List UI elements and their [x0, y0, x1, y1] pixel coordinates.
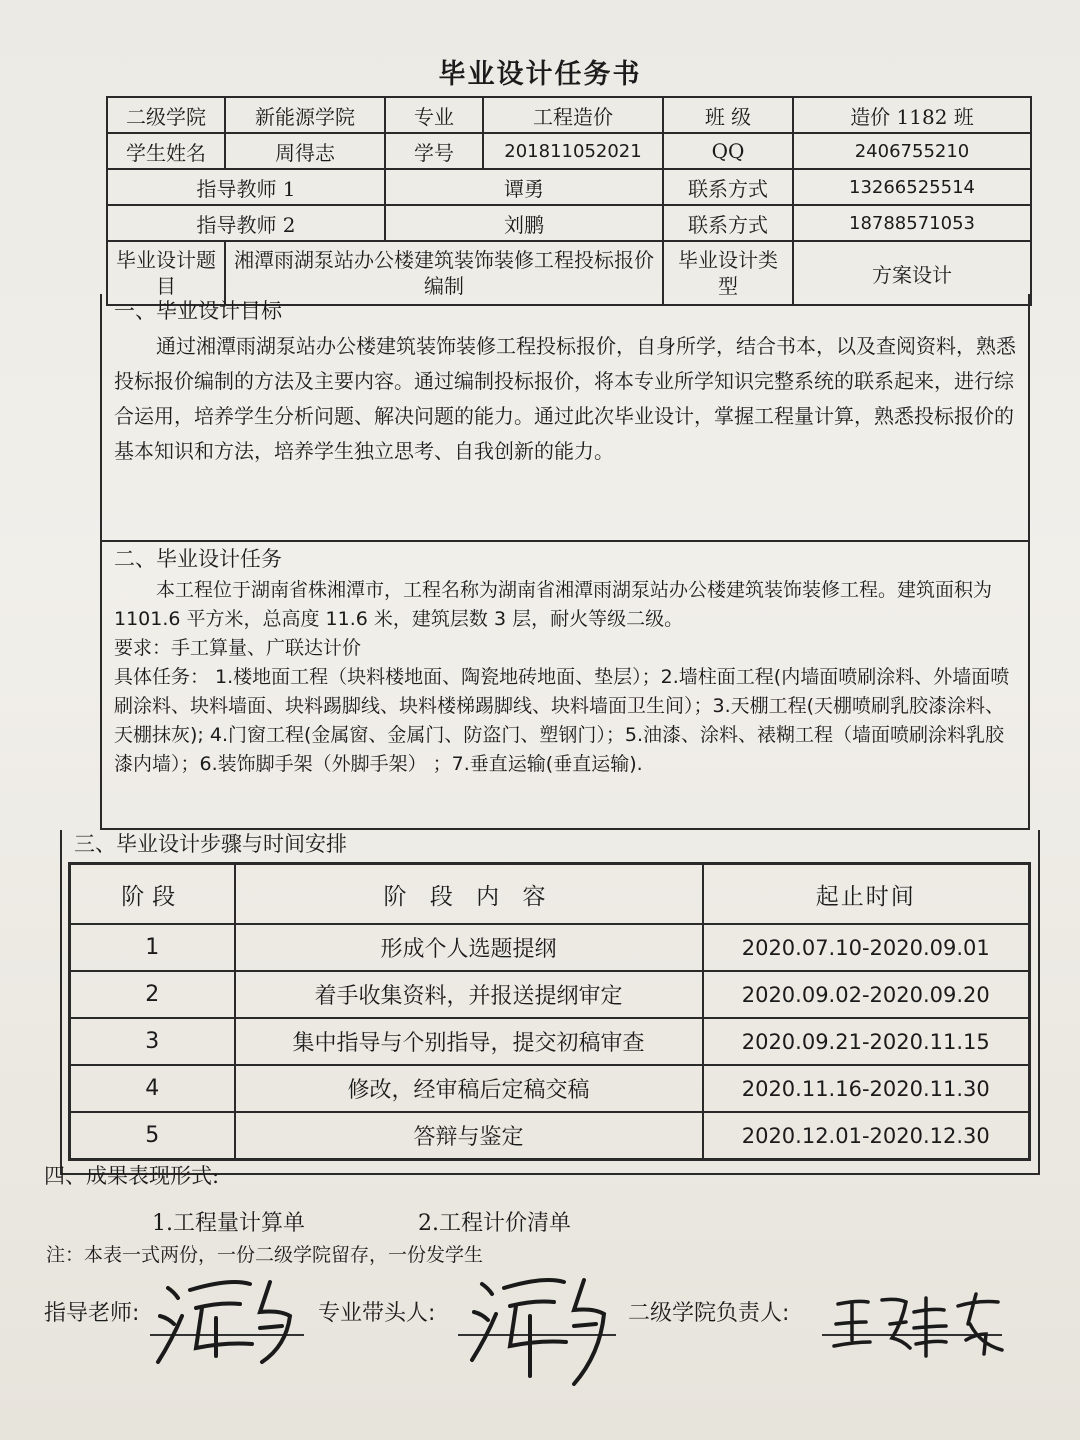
schedule-stage: 1	[70, 924, 235, 971]
schedule-stage: 3	[70, 1018, 235, 1065]
major-label: 专业	[385, 97, 483, 133]
contact1-label: 联系方式	[663, 169, 793, 205]
table-row	[70, 1112, 1030, 1160]
section-tasks-intro: 本工程位于湖南省株湘潭市，工程名称为湖南省湘潭雨湖泵站办公楼建筑装饰装修工程。建筑面积为 1101.6 平方米，总高度 11.6 米，建筑层数 3 层，耐火等级二级。	[114, 579, 993, 630]
schedule-time: 2020.11.16-2020.11.30	[703, 1065, 1030, 1112]
section-goals-heading: 一、毕业设计目标	[114, 299, 282, 323]
schedule-time: 2020.07.10-2020.09.01	[703, 924, 1030, 971]
advisor-signature-label: 指导老师:	[44, 1301, 140, 1326]
teacher1-value: 谭勇	[385, 169, 663, 205]
schedule-header-stage: 阶段	[70, 864, 235, 925]
section-tasks	[100, 542, 1030, 830]
schedule-stage: 2	[70, 971, 235, 1018]
output-item-1: 1.工程量计算单	[152, 1211, 305, 1236]
schedule-content: 修改，经审稿后定稿交稿	[235, 1065, 703, 1112]
table-row	[70, 1065, 1030, 1112]
dean-signature-icon	[830, 1284, 1010, 1364]
contact1-value: 13266525514	[793, 169, 1031, 205]
advisor-signature-icon	[150, 1268, 300, 1378]
class-value: 造价 1182 班	[793, 97, 1031, 133]
section-schedule-heading: 三、毕业设计步骤与时间安排	[74, 832, 347, 856]
qq-value: 2406755210	[793, 133, 1031, 169]
document-title: 毕业设计任务书	[438, 59, 642, 90]
section-tasks-requirement: 要求：手工算量、广联达计价	[114, 637, 362, 659]
major-value: 工程造价	[483, 97, 663, 133]
section-tasks-details: 具体任务： 1.楼地面工程（块料楼地面、陶瓷地砖地面、垫层）；2.墙柱面工程(内墙面喷刷涂料、外墙面喷刷涂料、块料墙面、块料踢脚线、块料楼梯踢脚线、块料墙面卫生间）；3.天棚工程(天棚喷刷乳胶漆涂料、天棚抹灰); 4.门窗工程(金属窗、金属门、防盗门、塑钢门）；5.油漆、涂料、裱糊工程（墙面喷刷涂料乳胶漆内墙）；6.装饰脚手架（外脚手架） ；7.垂直运输(垂直运输).	[114, 666, 1010, 775]
teacher1-label: 指导教师 1	[107, 169, 385, 205]
schedule-header-time: 起止时间	[703, 864, 1030, 925]
dean-signature-label: 二级学院负责人:	[628, 1301, 790, 1326]
topic-value: 湘潭雨湖泵站办公楼建筑装饰装修工程投标报价编制	[225, 241, 663, 305]
schedule-content: 集中指导与个别指导，提交初稿审查	[235, 1018, 703, 1065]
id-label: 学号	[385, 133, 483, 169]
schedule-time: 2020.12.01-2020.12.30	[703, 1112, 1030, 1160]
type-label: 毕业设计类型	[663, 241, 793, 305]
student-label: 学生姓名	[107, 133, 225, 169]
schedule-table	[68, 862, 1031, 1161]
schedule-stage: 4	[70, 1065, 235, 1112]
info-table	[106, 96, 1032, 306]
section-tasks-heading: 二、毕业设计任务	[114, 547, 282, 571]
schedule-header-content: 阶 段 内 容	[235, 864, 703, 925]
contact2-value: 18788571053	[793, 205, 1031, 241]
schedule-content: 答辩与鉴定	[235, 1112, 703, 1160]
document-note: 注：本表一式两份，一份二级学院留存，一份发学生	[46, 1244, 484, 1266]
college-label: 二级学院	[107, 97, 225, 133]
college-value: 新能源学院	[225, 97, 385, 133]
schedule-time: 2020.09.21-2020.11.15	[703, 1018, 1030, 1065]
section-goals	[100, 294, 1030, 542]
leader-signature-label: 专业带头人:	[318, 1301, 436, 1326]
section-goals-text: 通过湘潭雨湖泵站办公楼建筑装饰装修工程投标报价，自身所学，结合书本，以及查阅资料，熟悉投标报价编制的方法及主要内容。通过编制投标报价，将本专业所学知识完整系统的联系起来，进行综合运用，培养学生分析问题、解决问题的能力。通过此次毕业设计，掌握工程量计算，熟悉投标报价的基本知识和方法，培养学生独立思考、自我创新的能力。	[114, 334, 1016, 463]
contact2-label: 联系方式	[663, 205, 793, 241]
class-label: 班 级	[663, 97, 793, 133]
schedule-time: 2020.09.02-2020.09.20	[703, 971, 1030, 1018]
teacher2-label: 指导教师 2	[107, 205, 385, 241]
teacher2-value: 刘鹏	[385, 205, 663, 241]
table-row	[70, 1018, 1030, 1065]
schedule-content: 着手收集资料，并报送提纲审定	[235, 971, 703, 1018]
topic-label: 毕业设计题目	[107, 241, 225, 305]
schedule-content: 形成个人选题提纲	[235, 924, 703, 971]
student-value: 周得志	[225, 133, 385, 169]
table-row	[70, 971, 1030, 1018]
id-value: 201811052021	[483, 133, 663, 169]
type-value: 方案设计	[793, 241, 1031, 305]
leader-signature-icon	[460, 1266, 620, 1396]
output-item-2: 2.工程计价清单	[418, 1211, 571, 1236]
qq-label: QQ	[663, 133, 793, 169]
table-row	[70, 924, 1030, 971]
section-outputs-heading: 四、成果表现形式:	[44, 1164, 220, 1188]
schedule-stage: 5	[70, 1112, 235, 1160]
